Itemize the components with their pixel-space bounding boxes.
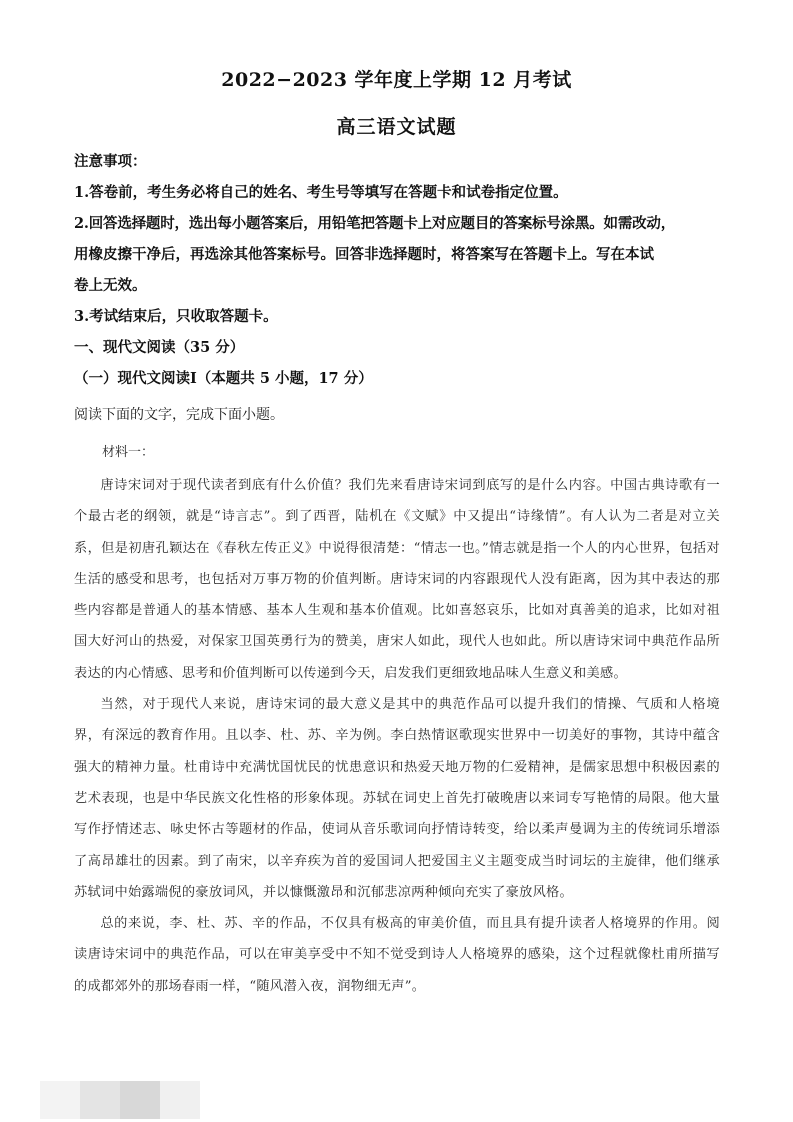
notice-section (74, 146, 724, 394)
exam-title: 2022−2023 学年度上学期 12 月考试 (221, 69, 572, 91)
material-paragraph: 总的来说，李、杜、苏、辛的作品，不仅具有极高的审美价值，而且具有提升读者人格境界的作用。阅读唐诗宋词中的典范作品，可以在审美享受中不知不觉受到诗人人格境界的感染，这个过程就像杜甫所描写的成都郊外的那场春雨一样，“随风潜入夜，润物细无声”。 (74, 916, 720, 994)
reading-instruction: 阅读下面的文字，完成下面小题。 (74, 407, 284, 423)
notice-item: 卷上无效。 (74, 277, 147, 294)
notice-item: 1.答卷前，考生务必将自己的姓名、考生号等填写在答题卡和试卷指定位置。 (74, 184, 568, 201)
blurred-watermark (80, 1081, 120, 1119)
blurred-watermark (120, 1081, 160, 1119)
material-paragraph: 当然，对于现代人来说，唐诗宋词的最大意义是其中的典范作品可以提升我们的情操、气质和人格境界，有深远的教育作用。且以李、杜、苏、辛为例。李白热情讴歌现实世界中一切美好的事物，其诗中蕴含强大的精神力量。杜甫诗中充满忧国忧民的忧患意识和热爱天地万物的仁爱精神，是儒家思想中积极因素的艺术表现，也是中华民族文化性格的形象体现。苏轼在词史上首先打破晚唐以来词专写艳情的局限。他大量写作抒情述志、咏史怀古等题材的作品，使词从音乐歌词向抒情诗转变，给以柔声曼调为主的传统词乐增添了高昂雄壮的因素。到了南宋，以辛弃疾为首的爱国词人把爱国主义主题变成当时词坛的主旋律，他们继承苏轼词中始露端倪的豪放词风，并以慷慨激昂和沉郁悲凉两种倾向充实了豪放风格。 (74, 697, 720, 900)
exam-subtitle: 高三语文试题 (336, 116, 457, 138)
notice-heading: 注意事项： (74, 153, 147, 170)
material-paragraph: 唐诗宋词对于现代读者到底有什么价值？我们先来看唐诗宋词到底写的是什么内容。中国古典诗歌有一个最古老的纲领，就是“诗言志”。到了西晋，陆机在《文赋》中又提出“诗缘情”。有人认为二者是对立关系，但是初唐孔颖达在《春秋左传正义》中说得很清楚：“情志一也。”情志就是指一个人的内心世界，包括对生活的感受和思考，也包括对万事万物的价值判断。唐诗宋词的内容跟现代人没有距离，因为其中表达的那些内容都是普通人的基本情感、基本人生观和基本价值观。比如喜怒哀乐，比如对真善美的追求，比如对祖国大好河山的热爱，对保家卫国英勇行为的赞美，唐宋人如此，现代人也如此。所以唐诗宋词中典范作品所表达的内心情感、思考和价值判断可以传递到今天，启发我们更细致地品味人生意义和美感。 (74, 478, 720, 681)
section-subtitle: （一）现代文阅读Ⅰ（本题共 5 小题，17 分） (74, 370, 373, 387)
notice-item: 用橡皮擦干净后，再选涂其他答案标号。回答非选择题时，将答案写在答题卡上。写在本试 (74, 246, 654, 263)
section-title: 一、现代文阅读（35 分） (74, 339, 245, 356)
blurred-watermark (160, 1081, 200, 1119)
material-label: 材料一： (102, 445, 155, 460)
notice-item: 2.回答选择题时，选出每小题答案后，用铅笔把答题卡上对应题目的答案标号涂黑。如需改动， (74, 215, 676, 232)
material-body (74, 470, 720, 1002)
notice-item: 3.考试结束后，只收取答题卡。 (74, 308, 278, 325)
blurred-watermark (40, 1081, 80, 1119)
